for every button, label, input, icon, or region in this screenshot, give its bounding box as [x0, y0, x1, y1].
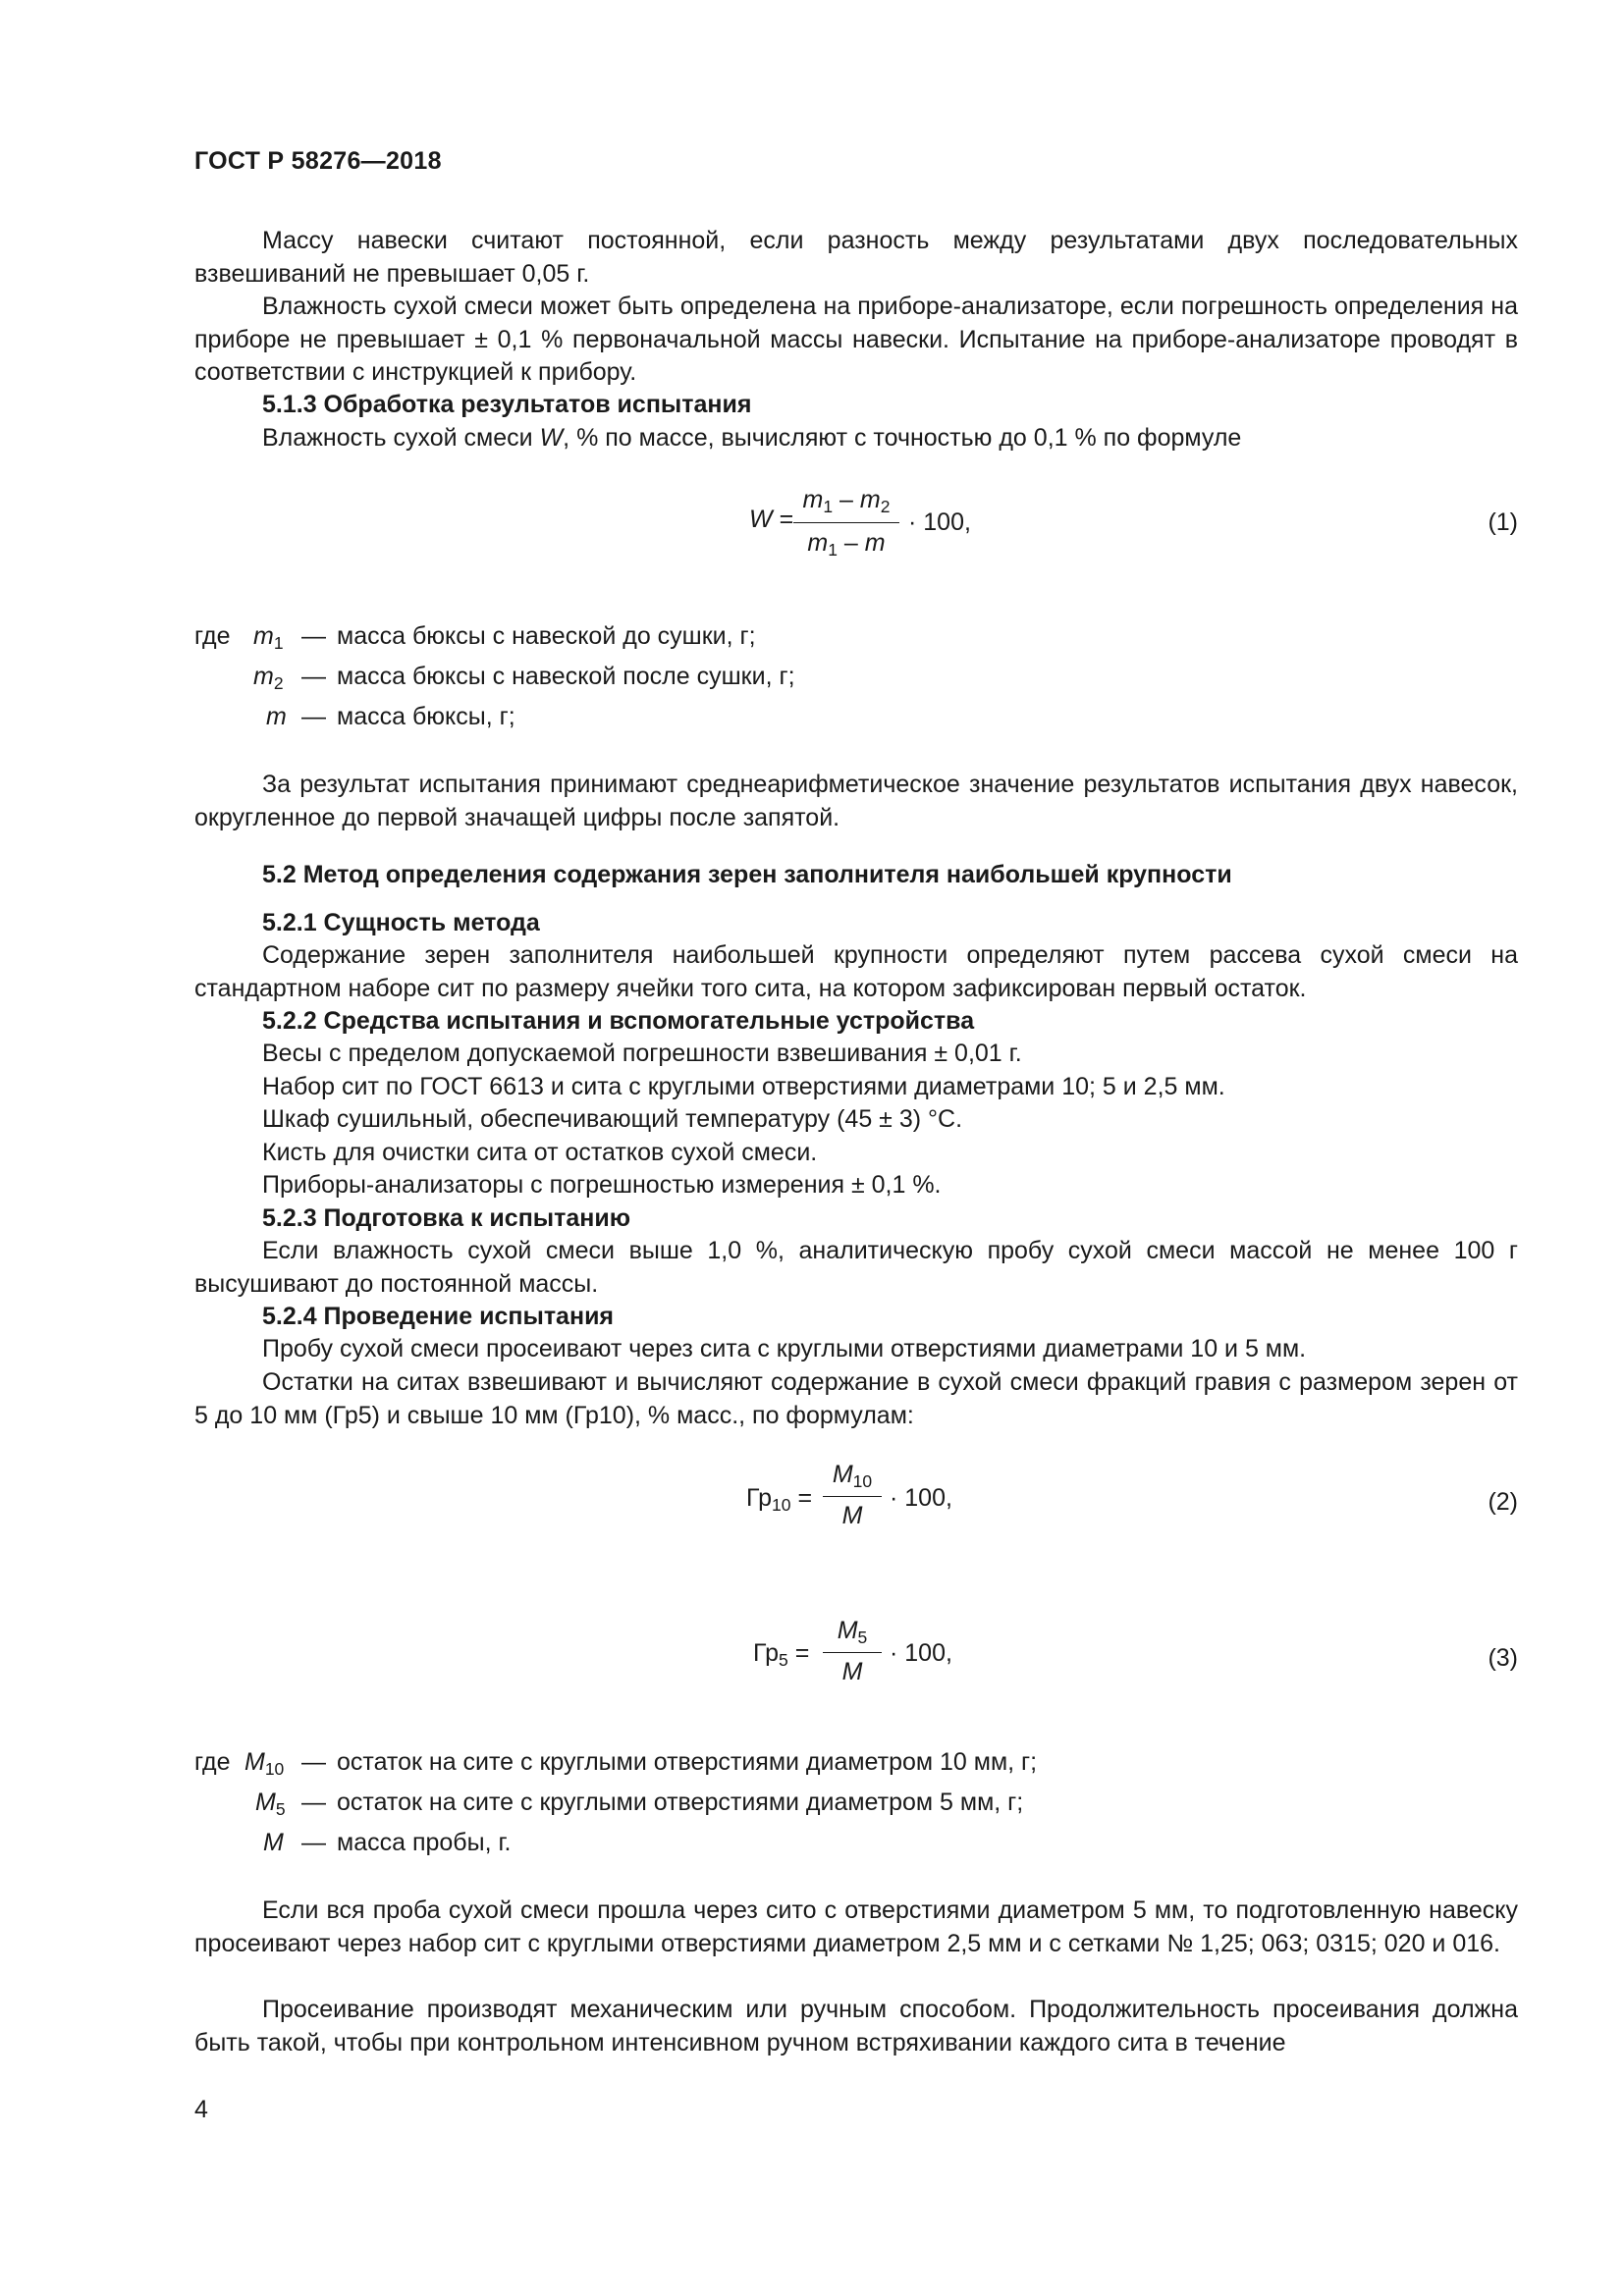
- symbol-m: m: [266, 703, 287, 730]
- where-label: где: [194, 1748, 231, 1776]
- dash: —: [301, 1829, 326, 1856]
- document-header: ГОСТ Р 58276—2018: [194, 147, 442, 175]
- symbol-m1: $m_1$: [253, 622, 284, 653]
- symbol-m2: $m_2$: [253, 663, 284, 693]
- symbol-m-capital: M: [263, 1829, 284, 1856]
- paragraph-residues: Остатки на ситах взвешивают и вычисляют содержание в сухой смеси фракций гравия с размером зерен от 5 до 10 мм (Гр5) и свыше 10 мм (Гр10), % масс., по формулам:: [194, 1368, 1518, 1429]
- symbol-m5: $M_5$: [255, 1789, 286, 1819]
- paragraph-preparation: Если влажность сухой смеси выше 1,0 %, аналитическую пробу сухой смеси массой не менее 100 г высушивают до постоянной массы.: [194, 1237, 1518, 1298]
- paragraph-analyzer: Влажность сухой смеси может быть определена на приборе-анализаторе, если погрешность определения на приборе не превышает ± 0,1 % первоначальной массы навески. Испытание на приборе-анализаторе проводят в соответствии с инструкцией к прибору.: [194, 293, 1518, 386]
- formula-3-number: (3): [1488, 1644, 1518, 1672]
- where-item-text: масса бюксы с навеской до сушки, г;: [337, 622, 756, 650]
- formula-1-fraction: [793, 486, 899, 564]
- equipment-item: Набор сит по ГОСТ 6613 и сита с круглыми отверстиями диаметрами 10; 5 и 2,5 мм.: [262, 1073, 1225, 1100]
- paragraph-fine-sieving: Если вся проба сухой смеси прошла через сито с отверстиями диаметром 5 мм, то подготовленную навеску просеивают через набор сит с круглыми отверстиями диаметром 2,5 мм и с сетками № 1,25; 063; 0315; 020 и 016.: [194, 1896, 1518, 1957]
- page-number: 4: [194, 2096, 208, 2123]
- symbol-m10: $M_{10}$: [244, 1748, 285, 1779]
- formula-1-var: W: [749, 506, 773, 533]
- text-segment: , % по массе, вычисляют с точностью до 0,1 % по формуле: [563, 424, 1242, 452]
- formula-2-number: (2): [1488, 1488, 1518, 1516]
- where-item-text: масса бюксы, г;: [337, 703, 515, 730]
- subscript: 1: [828, 540, 838, 560]
- subscript: 1: [823, 497, 834, 516]
- formula-1-number: (1): [1488, 508, 1518, 536]
- formula-1-denominator: [793, 529, 899, 558]
- formula-3-fraction: [823, 1617, 882, 1695]
- symbol-m: m: [859, 486, 881, 513]
- paragraph-result: За результат испытания принимают среднеарифметическое значение результатов испытания двух навесок, округленное до первой значащей цифры после запятой.: [194, 771, 1518, 831]
- dash: —: [301, 1789, 326, 1816]
- text-segment: Влажность сухой смеси: [262, 424, 540, 452]
- paragraph-moisture-formula-intro: [194, 422, 1518, 455]
- equipment-item: Весы с пределом допускаемой погрешности взвешивания ± 0,01 г.: [262, 1040, 1022, 1067]
- formula-1-lhs: [749, 506, 793, 534]
- fraction-bar: [793, 522, 899, 523]
- symbol-m: m: [864, 529, 886, 557]
- where-item-text: остаток на сите с круглыми отверстиями диаметром 10 мм, г;: [337, 1748, 1038, 1776]
- formula-2-fraction: [823, 1461, 882, 1539]
- equipment-item: Шкаф сушильный, обеспечивающий температуру (45 ± 3) °С.: [262, 1105, 963, 1133]
- formula-3-denominator: M: [841, 1658, 863, 1685]
- dash: —: [301, 703, 326, 730]
- formula-2-numerator: $M_{10}$: [832, 1461, 873, 1491]
- minus-sign: –: [843, 529, 858, 557]
- heading-5-1-3: 5.1.3 Обработка результатов испытания: [262, 391, 752, 418]
- variable-w: W: [539, 424, 564, 452]
- equipment-item: Кисть для очистки сита от остатков сухой смеси.: [262, 1139, 818, 1166]
- subscript: 2: [880, 497, 891, 516]
- equals-sign: =: [779, 506, 794, 533]
- where-item-text: масса пробы, г.: [337, 1829, 512, 1856]
- paragraph-sieving: Пробу сухой смеси просеивают через сита с круглыми отверстиями диаметрами 10 и 5 мм.: [262, 1335, 1307, 1362]
- formula-2-multiplier: · 100,: [890, 1484, 952, 1512]
- heading-5-2: 5.2 Метод определения содержания зерен заполнителя наибольшей крупности: [262, 861, 1232, 888]
- heading-5-2-4: 5.2.4 Проведение испытания: [262, 1303, 615, 1330]
- equals-sign: =: [794, 1639, 810, 1667]
- dash: —: [301, 663, 326, 690]
- where-label: где: [194, 622, 231, 650]
- formula-1-multiplier: · 100,: [908, 508, 971, 536]
- heading-5-2-1: 5.2.1 Сущность метода: [262, 909, 540, 936]
- formula-1-numerator: [793, 486, 899, 514]
- minus-sign: –: [839, 486, 853, 513]
- formula-3-lhs: $Гр_5$ =: [753, 1639, 810, 1670]
- formula-2-denominator: M: [841, 1502, 863, 1529]
- fraction-bar: [823, 1652, 882, 1653]
- fraction-bar: [823, 1496, 882, 1497]
- formula-3-multiplier: · 100,: [890, 1639, 952, 1667]
- paragraph-method-essence: Содержание зерен заполнителя наибольшей крупности определяют путем рассева сухой смеси на стандартном наборе сит по размеру ячейки того сита, на котором зафиксирован первый остаток.: [194, 941, 1518, 1002]
- formula-2-lhs: $Гр_{10}$ =: [746, 1484, 813, 1515]
- where-item-text: масса бюксы с навеской после сушки, г;: [337, 663, 795, 690]
- equipment-item: Приборы-анализаторы с погрешностью измерения ± 0,1 %.: [262, 1171, 942, 1199]
- heading-5-2-3: 5.2.3 Подготовка к испытанию: [262, 1204, 631, 1232]
- paragraph-constant-mass: Массу навески считают постоянной, если разность между результатами двух последовательных взвешиваний не превышает 0,05 г.: [194, 227, 1518, 288]
- heading-5-2-2: 5.2.2 Средства испытания и вспомогательные устройства: [262, 1007, 975, 1035]
- dash: —: [301, 622, 326, 650]
- formula-3-numerator: $M_5$: [837, 1617, 868, 1647]
- equals-sign: =: [797, 1484, 813, 1512]
- paragraph-sieving-method: Просеивание производят механическим или ручным способом. Продолжительность просеивания должна быть такой, чтобы при контрольном интенсивном ручном встряхивании каждого сита в течение: [194, 1996, 1518, 2056]
- dash: —: [301, 1748, 326, 1776]
- symbol-m: m: [807, 529, 829, 557]
- where-item-text: остаток на сите с круглыми отверстиями диаметром 5 мм, г;: [337, 1789, 1024, 1816]
- symbol-m: m: [802, 486, 824, 513]
